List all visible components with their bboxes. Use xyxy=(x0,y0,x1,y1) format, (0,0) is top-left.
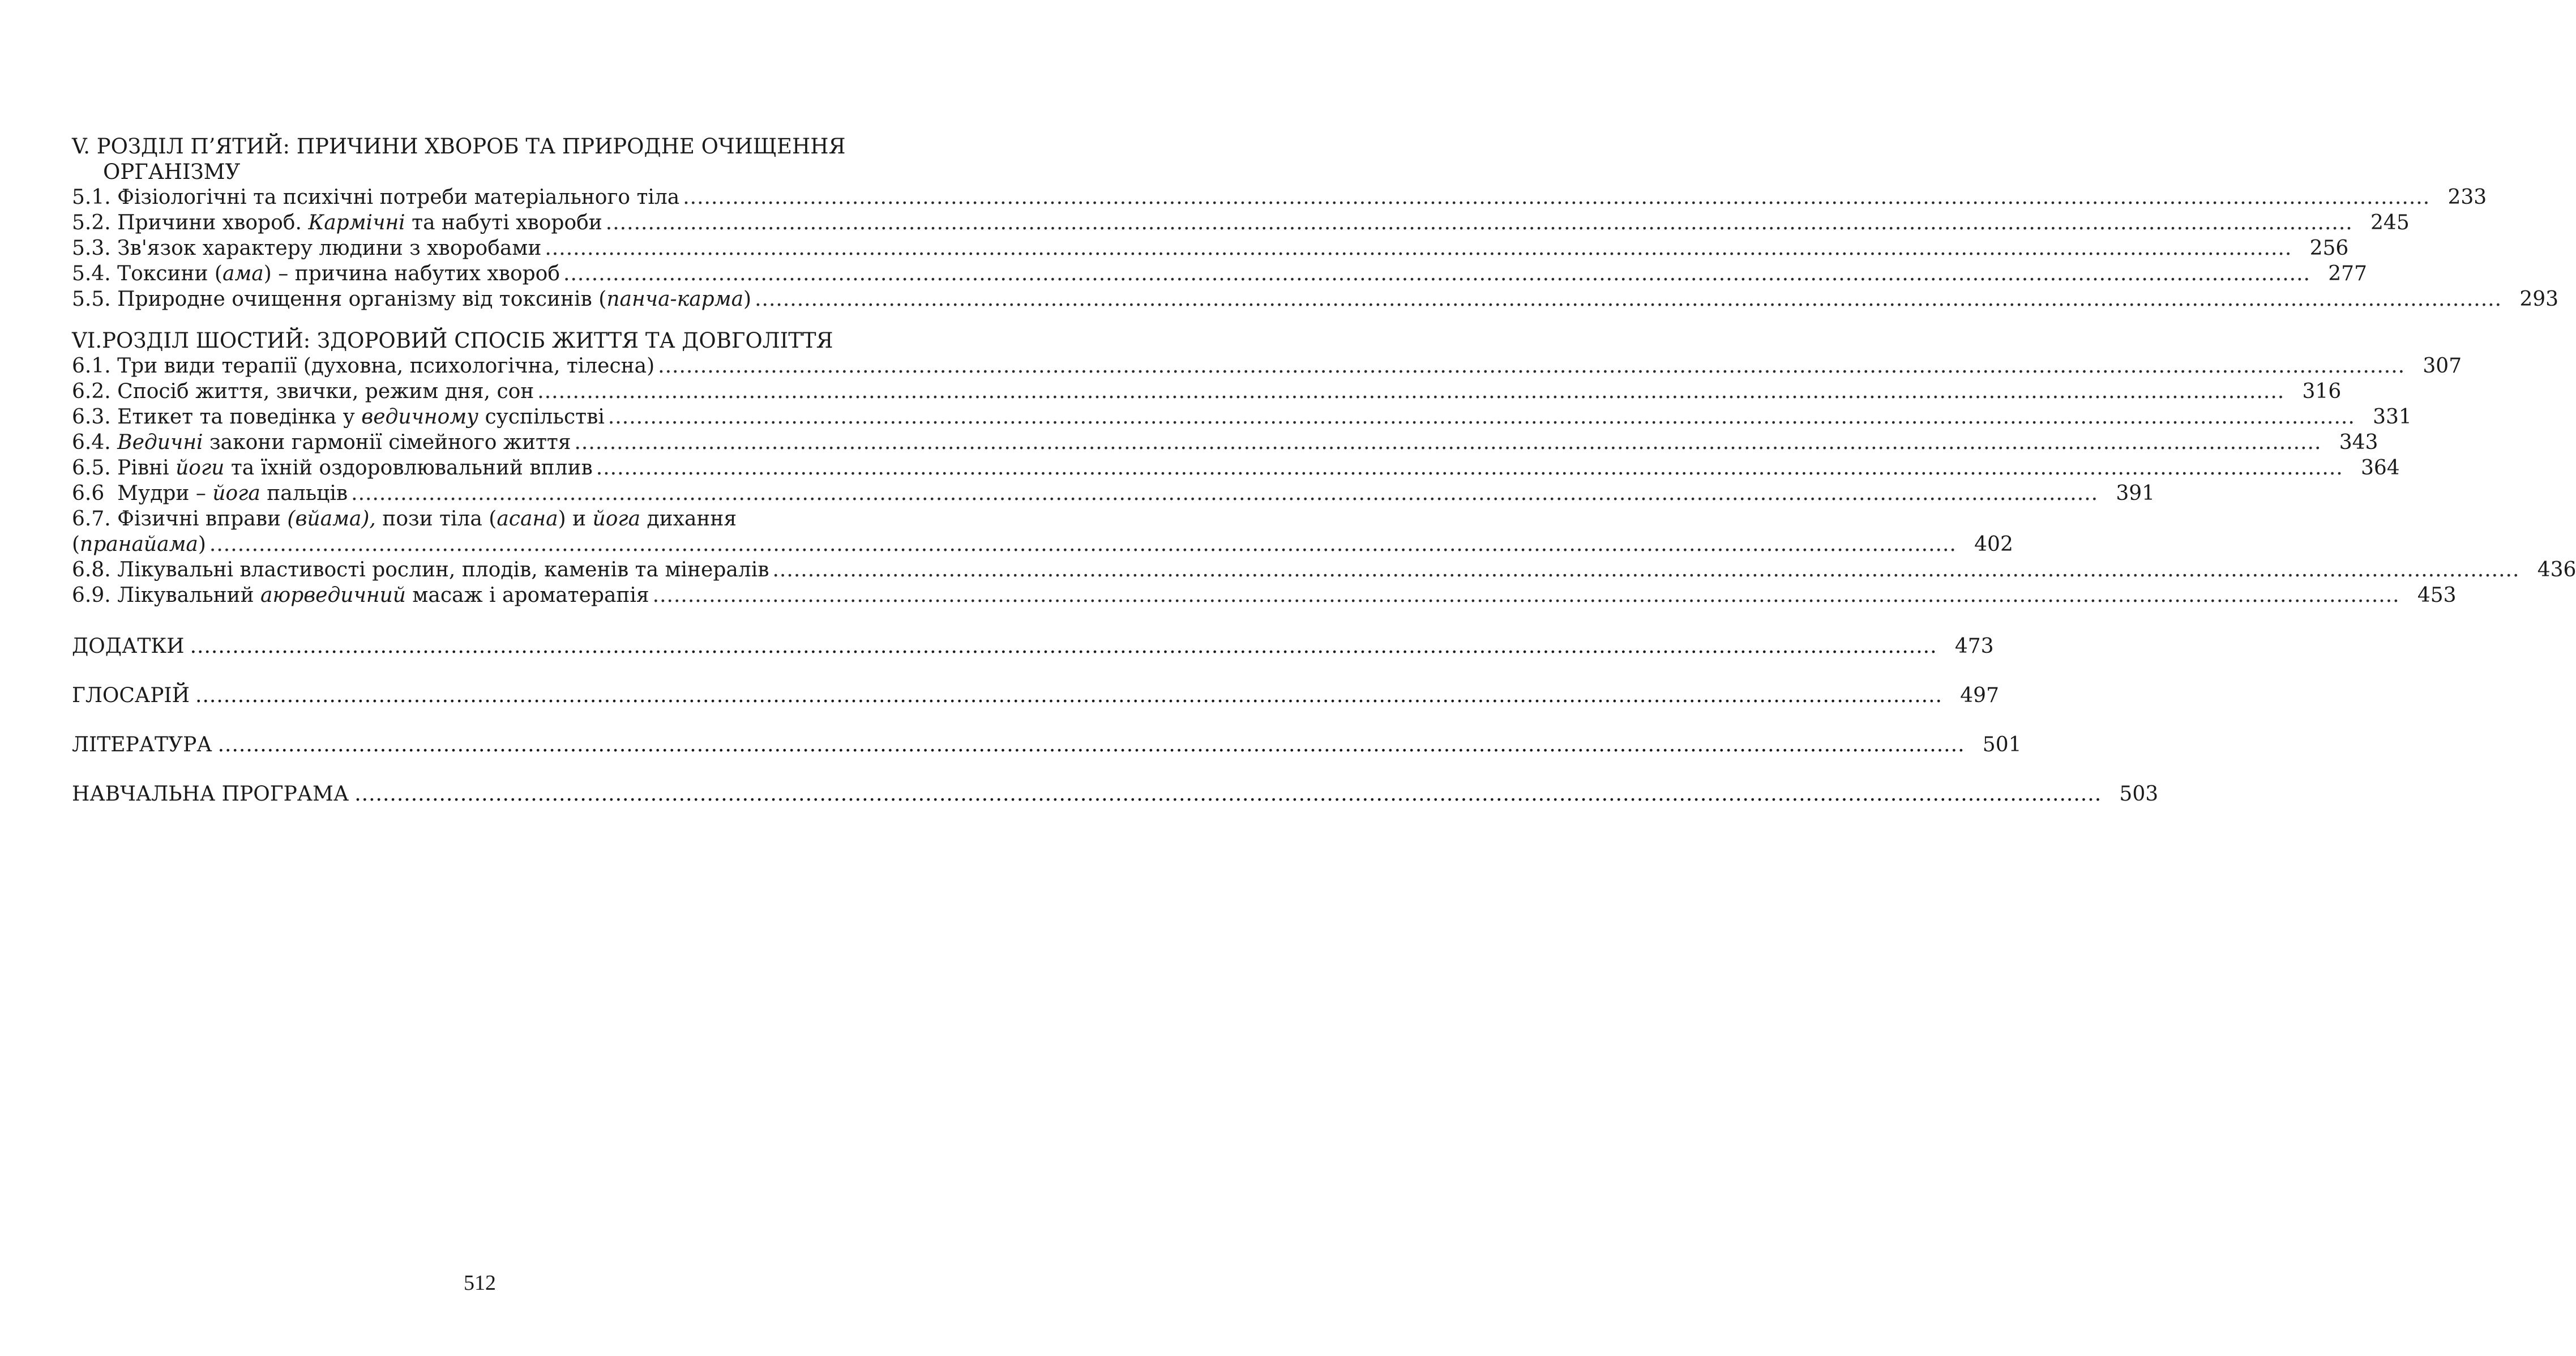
toc-entry-title: ЛІТЕРАТУРА xyxy=(72,733,212,756)
toc-entry-6-9[interactable] xyxy=(72,583,2457,608)
toc-entry-page: 256 xyxy=(2309,237,2349,260)
dot-leader xyxy=(602,210,2353,236)
toc-entry-title: 6.2. Спосіб життя, звички, режим дня, сон xyxy=(72,380,534,403)
dot-leader xyxy=(654,353,2405,379)
toc-entry-title: 5.3. Зв'язок характеру людини з хворобами xyxy=(72,237,542,260)
toc-entry-title: 6.5. Рівні йоги та їхній оздоровлювальний вплив xyxy=(72,456,593,480)
toc-entry-page: 364 xyxy=(2361,456,2400,480)
toc-entry-title: 6.3. Етикет та поведінка у ведичному суспільстві xyxy=(72,405,605,429)
toc-entry-title: 5.5. Природне очищення організму від токсинів (панча-карма) xyxy=(72,288,752,311)
toc-entry-page: 307 xyxy=(2423,354,2462,378)
toc-entry-page: 316 xyxy=(2302,380,2342,403)
dot-leader xyxy=(185,634,1937,659)
section-spacer xyxy=(72,758,862,781)
toc-entry-6-5[interactable] xyxy=(72,455,2400,481)
chapter-6-heading xyxy=(72,328,862,353)
toc-entry-glossary[interactable] xyxy=(72,683,1999,708)
toc-entry-6-1[interactable] xyxy=(72,353,2462,379)
dot-leader xyxy=(534,379,2284,404)
toc-entry-page: 497 xyxy=(1960,684,1999,707)
table-of-contents xyxy=(72,134,2576,807)
chapter-5-heading xyxy=(72,134,862,185)
toc-entry-page: 233 xyxy=(2447,186,2487,209)
chapter-6-heading-line: VI.РОЗДІЛ ШОСТИЙ: ЗДОРОВИЙ СПОСІБ ЖИТТЯ ТА ДОВГОЛІТТЯ xyxy=(72,328,833,353)
toc-entry-page: 245 xyxy=(2370,211,2410,234)
dot-leader xyxy=(190,683,1942,708)
toc-entry-5-4[interactable] xyxy=(72,261,2367,286)
page-number: 512 xyxy=(464,1271,496,1295)
toc-entry-appendices[interactable] xyxy=(72,634,1994,659)
toc-entry-6-6[interactable] xyxy=(72,481,2155,506)
dot-leader xyxy=(593,455,2343,481)
toc-entry-title: 5.1. Фізіологічні та психічні потреби матеріального тіла xyxy=(72,186,680,209)
toc-entry-page: 277 xyxy=(2328,262,2367,285)
dot-leader xyxy=(541,236,2292,261)
toc-entry-6-3[interactable] xyxy=(72,404,2412,430)
toc-entry-page: 473 xyxy=(1954,635,1994,658)
chapter-5-heading-line1: V. РОЗДІЛ П’ЯТИЙ: ПРИЧИНИ ХВОРОБ ТА ПРИРОДНЕ ОЧИЩЕННЯ xyxy=(72,134,846,159)
dot-leader xyxy=(348,481,2098,506)
toc-entry-5-5[interactable] xyxy=(72,286,2559,312)
toc-entry-page: 293 xyxy=(2519,288,2559,311)
dot-leader xyxy=(769,557,2519,583)
toc-entry-6-2[interactable] xyxy=(72,379,2342,404)
toc-entry-title: 6.6 Мудри – йога пальців xyxy=(72,482,348,505)
chapter-5-heading-line2: ОРГАНІЗМУ xyxy=(103,160,241,184)
toc-entry-curriculum[interactable] xyxy=(72,781,2159,807)
toc-entry-page: 503 xyxy=(2119,782,2159,806)
section-spacer xyxy=(72,708,862,732)
toc-entry-page: 453 xyxy=(2417,584,2457,607)
dot-leader xyxy=(206,532,1957,557)
dot-leader xyxy=(605,404,2355,430)
toc-entry-title: НАВЧАЛЬНА ПРОГРАМА xyxy=(72,782,349,806)
toc-entry-5-3[interactable] xyxy=(72,236,2349,261)
dot-leader xyxy=(560,261,2310,286)
toc-entry-6-8[interactable] xyxy=(72,557,2576,583)
toc-entry-6-7-line2[interactable] xyxy=(72,532,2013,557)
dot-leader xyxy=(212,732,1965,758)
dot-leader xyxy=(679,185,2430,210)
dot-leader xyxy=(751,286,2502,312)
toc-entry-page: 402 xyxy=(1974,533,2013,556)
toc-entry-title: 6.4. Ведичні закони гармонії сімейного життя xyxy=(72,431,571,454)
section-spacer xyxy=(72,312,862,328)
toc-entry-page: 501 xyxy=(1982,733,2022,756)
toc-entry-page: 343 xyxy=(2339,431,2378,454)
toc-entry-title: 5.2. Причини хвороб. Кармічні та набуті хвороби xyxy=(72,211,602,234)
toc-entry-title: 6.1. Три види терапії (духовна, психологічна, тілесна) xyxy=(72,354,655,378)
dot-leader xyxy=(349,781,2102,807)
toc-entry-title: 6.9. Лікувальний аюрведичний масаж і ароматерапія xyxy=(72,584,649,607)
toc-entry-title: ДОДАТКИ xyxy=(72,635,185,658)
toc-entry-title: ГЛОСАРІЙ xyxy=(72,684,190,707)
toc-entry-6-7-line1[interactable]: 6.7. Фізичні вправи (вйама), пози тіла (асана) и йога дихання xyxy=(72,507,737,531)
toc-entry-5-1[interactable] xyxy=(72,185,2487,210)
toc-entry-5-2[interactable] xyxy=(72,210,2410,236)
dot-leader xyxy=(571,430,2321,455)
section-spacer xyxy=(72,608,862,634)
toc-entry-page: 331 xyxy=(2373,405,2412,429)
toc-entry-literature[interactable] xyxy=(72,732,2022,758)
toc-entry-page: 391 xyxy=(2116,482,2155,505)
section-spacer xyxy=(72,659,862,683)
toc-entry-title: 6.8. Лікувальні властивості рослин, плодів, каменів та мінералів xyxy=(72,558,769,581)
toc-entry-6-4[interactable] xyxy=(72,430,2378,455)
dot-leader xyxy=(649,583,2400,608)
toc-entry-page: 436 xyxy=(2537,558,2576,581)
toc-entry-title: (пранайама) xyxy=(72,533,206,556)
toc-entry-title: 5.4. Токсини (ама) – причина набутих хвороб xyxy=(72,262,560,285)
